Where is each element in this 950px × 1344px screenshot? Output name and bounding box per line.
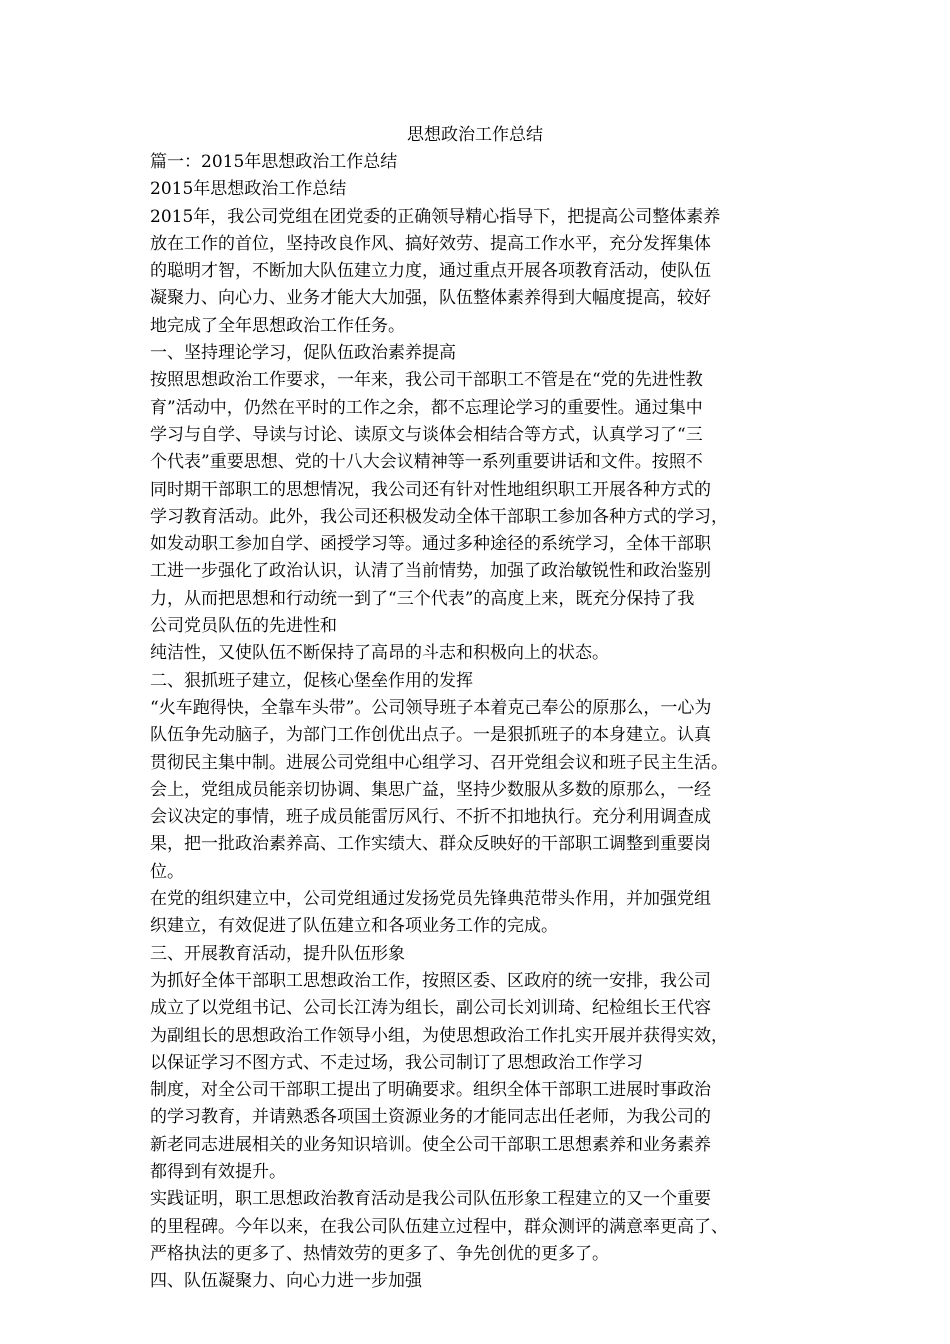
- paragraph-line: 位。: [150, 861, 184, 882]
- paragraph-line: 的学习教育，并请熟悉各项国土资源业务的才能同志出任老师，为我公司的: [150, 1107, 711, 1128]
- document-page: [150, 122, 800, 1295]
- paragraph-line: 会上，党组成员能亲切协调、集思广益，坚持少数服从多数的原那么，一经: [150, 779, 711, 800]
- paragraph-line: “火车跑得快，全靠车头带”。公司领导班子本着克己奉公的原那么，一心为: [150, 697, 712, 718]
- paragraph-line: 制度，对全公司干部职工提出了明确要求。组织全体干部职工进展时事政治: [150, 1080, 711, 1101]
- paragraph-line: 会议决定的事情，班子成员能雷厉风行、不折不扣地执行。充分利用调查成: [150, 807, 711, 828]
- paragraph-line: 在党的组织建立中，公司党组通过发扬党员先锋典范带头作用，并加强党组: [150, 889, 711, 910]
- paragraph-line: 都得到有效提升。: [150, 1161, 286, 1182]
- paragraph-line: 的里程碑。今年以来，在我公司队伍建立过程中，群众测评的满意率更高了、: [150, 1216, 728, 1237]
- paragraph-line: 严格执法的更多了、热情效劳的更多了、争先创优的更多了。: [150, 1243, 609, 1264]
- paragraph-line: 实践证明，职工思想政治教育活动是我公司队伍形象工程建立的又一个重要: [150, 1189, 711, 1210]
- paragraph-line: 力，从而把思想和行动统一到了“三个代表”的高度上来，既充分保持了我: [150, 588, 695, 609]
- paragraph-line: 织建立，有效促进了队伍建立和各项业务工作的完成。: [150, 916, 558, 937]
- section-heading: 二、狠抓班子建立，促核心堡垒作用的发挥: [150, 670, 473, 691]
- paragraph-line: 队伍争先动脑子，为部门工作创优出点子。一是狠抓班子的本身建立。认真: [150, 725, 711, 746]
- paragraph-line: 成立了以党组书记、公司长江涛为组长，副公司长刘训琦、纪检组长王代容: [150, 998, 711, 1019]
- paragraph-line: 育”活动中，仍然在平时的工作之余，都不忘理论学习的重要性。通过集中: [150, 397, 703, 418]
- subtitle-line: 篇一：2015年思想政治工作总结: [150, 152, 398, 172]
- paragraph-line: 以保证学习不图方式、不走过场，我公司制订了思想政治工作学习: [150, 1052, 643, 1073]
- document-title: 思想政治工作总结: [407, 125, 543, 145]
- paragraph-line: 纯洁性，又使队伍不断保持了高昂的斗志和积极向上的状态。: [150, 643, 609, 664]
- section-heading: 三、开展教育活动，提升队伍形象: [150, 943, 405, 964]
- section-heading: 一、坚持理论学习，促队伍政治素养提高: [150, 343, 456, 364]
- paragraph-line: 按照思想政治工作要求，一年来，我公司干部职工不管是在“党的先进性教: [150, 370, 703, 391]
- paragraph-line: 公司党员队伍的先进性和: [150, 616, 337, 637]
- paragraph-line: 凝聚力、向心力、业务才能大大加强，队伍整体素养得到大幅度提高，较好: [150, 288, 711, 309]
- subtitle-line: 2015年思想政治工作总结: [150, 179, 347, 200]
- paragraph-line: 工进一步强化了政治认识，认清了当前情势，加强了政治敏锐性和政治鉴别: [150, 561, 711, 582]
- paragraph-line: 如发动职工参加自学、函授学习等。通过多种途径的系统学习，全体干部职: [150, 534, 711, 555]
- paragraph-line: 为副组长的思想政治工作领导小组，为使思想政治工作扎实开展并获得实效，: [150, 1025, 728, 1046]
- paragraph-line: 为抓好全体干部职工思想政治工作，按照区委、区政府的统一安排，我公司: [150, 970, 711, 991]
- paragraph-line: 地完成了全年思想政治工作任务。: [150, 315, 405, 336]
- section-heading: 四、队伍凝聚力、向心力进一步加强: [150, 1271, 422, 1292]
- paragraph-line: 放在工作的首位，坚持改良作风、搞好效劳、提高工作水平，充分发挥集体: [150, 233, 711, 254]
- paragraph-line: 学习教育活动。此外，我公司还积极发动全体干部职工参加各种方式的学习，: [150, 506, 728, 527]
- paragraph-line: 2015年，我公司党组在团党委的正确领导精心指导下，把提高公司整体素养: [150, 206, 721, 227]
- paragraph-line: 个代表”重要思想、党的十八大会议精神等一系列重要讲话和文件。按照不: [150, 452, 703, 473]
- paragraph-line: 新老同志进展相关的业务知识培训。使全公司干部职工思想素养和业务素养: [150, 1134, 711, 1155]
- paragraph-line: 学习与自学、导读与讨论、读原文与谈体会相结合等方式，认真学习了“三: [150, 424, 703, 445]
- paragraph-line: 贯彻民主集中制。进展公司党组中心组学习、召开党组会议和班子民主生活。: [150, 752, 728, 773]
- paragraph-line: 的聪明才智，不断加大队伍建立力度，通过重点开展各项教育活动，使队伍: [150, 261, 711, 282]
- paragraph-line: 同时期干部职工的思想情况，我公司还有针对性地组织职工开展各种方式的: [150, 479, 711, 500]
- paragraph-line: 果，把一批政治素养高、工作实绩大、群众反映好的干部职工调整到重要岗: [150, 834, 711, 855]
